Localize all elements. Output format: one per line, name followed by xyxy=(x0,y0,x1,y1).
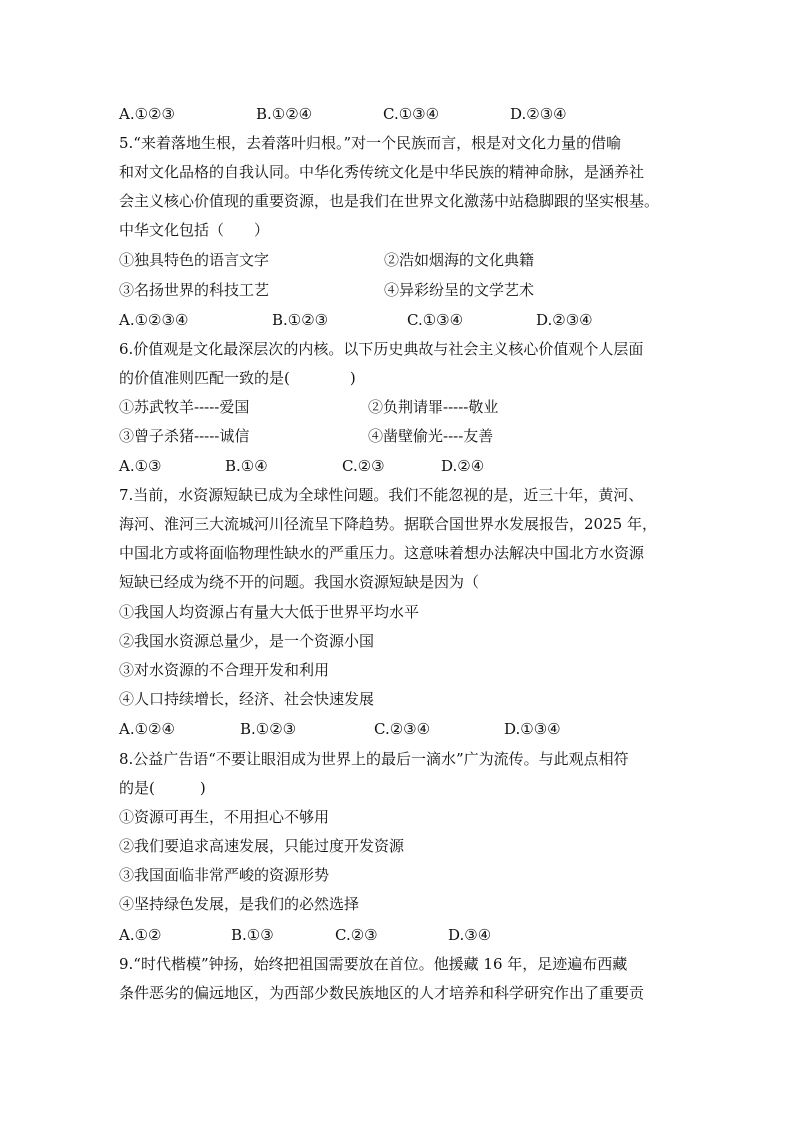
q8-option-b: B.①③ xyxy=(231,926,274,944)
q7-statement-4: ④人口持续增长，经济、社会快速发展 xyxy=(119,690,375,708)
q5-statement-3: ③名扬世界的科技工艺 xyxy=(119,281,270,299)
q5-text-line: 5.“来着落地生根，去着落叶归根。”对一个民族而言，根是对文化力量的借喻 xyxy=(119,134,622,152)
q6-statement-4: ④凿壁偷光----友善 xyxy=(368,427,494,445)
q7-text-line: 中国北方或将面临物理性缺水的严重压力。这意味着想办法解决中国北方水资源 xyxy=(119,544,645,562)
q7-statement-1: ①我国人均资源占有量大大低于世界平均水平 xyxy=(119,603,420,621)
q6-statement-2: ②负荆请罪-----敬业 xyxy=(368,398,499,416)
q6-statement-1: ①苏武牧羊-----爱国 xyxy=(119,398,250,416)
q7-text-line: 7.当前，水资源短缺已成为全球性问题。我们不能忽视的是，近三十年，黄河、 xyxy=(119,486,644,504)
q8-option-a: A.①② xyxy=(119,926,162,944)
q4-option-d: D.②③④ xyxy=(510,105,567,123)
q8-text-line: 的是( ) xyxy=(119,779,206,797)
q7-text-line: 短缺已经成为绕不开的问题。我国水资源短缺是因为（ xyxy=(119,573,480,591)
q5-statement-2: ②浩如烟海的文化典籍 xyxy=(384,251,535,269)
q8-statement-3: ③我国面临非常严峻的资源形势 xyxy=(119,866,330,884)
q6-option-a: A.①③ xyxy=(119,457,162,475)
q5-option-a: A.①②③④ xyxy=(119,311,189,329)
q7-statement-3: ③对水资源的不合理开发和利用 xyxy=(119,661,330,679)
q7-option-d: D.①③④ xyxy=(504,720,561,738)
q8-statement-4: ④坚持绿色发展，是我们的必然选择 xyxy=(119,895,360,913)
q5-text-line: 中华文化包括（ ） xyxy=(119,221,270,239)
q5-statement-4: ④异彩纷呈的文学艺术 xyxy=(384,281,535,299)
q5-option-d: D.②③④ xyxy=(536,311,593,329)
q5-option-b: B.①②③ xyxy=(272,311,329,329)
q6-text-line: 6.价值观是文化最深层次的内核。以下历史典故与社会主义核心价值观个人层面 xyxy=(119,340,644,358)
q8-statement-2: ②我们要追求高速发展，只能过度开发资源 xyxy=(119,837,405,855)
q6-statement-3: ③曾子杀猪-----诚信 xyxy=(119,427,250,445)
q5-statement-1: ①独具特色的语言文字 xyxy=(119,251,270,269)
q8-option-d: D.③④ xyxy=(448,926,492,944)
q7-option-a: A.①②④ xyxy=(119,720,175,738)
q9-text-line: 条件恶劣的偏远地区，为西部少数民族地区的人才培养和科学研究作出了重要贡 xyxy=(119,984,645,1002)
q4-option-b: B.①②④ xyxy=(256,105,313,123)
q4-option-c: C.①③④ xyxy=(383,105,440,123)
q6-option-b: B.①④ xyxy=(225,457,268,475)
q6-text-line: 的价值准则匹配一致的是( ) xyxy=(119,369,356,387)
q9-text-line: 9.“时代楷模”钟扬，始终把祖国需要放在首位。他援藏 16 年，足迹遍布西藏 xyxy=(119,955,628,973)
q6-option-d: D.②④ xyxy=(441,457,485,475)
q7-text-line: 海河、淮河三大流城河川径流呈下降趋势。据联合国世界水发展报告，2025 年， xyxy=(119,515,657,533)
q6-option-c: C.②③ xyxy=(342,457,385,475)
q8-option-c: C.②③ xyxy=(335,926,378,944)
q4-option-a: A.①②③ xyxy=(119,105,175,123)
q5-option-c: C.①③④ xyxy=(407,311,464,329)
q7-option-b: B.①②③ xyxy=(240,720,297,738)
q7-statement-2: ②我国水资源总量少，是一个资源小国 xyxy=(119,632,375,650)
q5-text-line: 和对文化品格的自我认同。中华化秀传统文化是中华民族的精神命脉，是涵养社 xyxy=(119,163,645,181)
q5-text-line: 会主义核心价值现的重要资源，也是我们在世界文化激荡中站稳脚跟的坚实根基。 xyxy=(119,192,660,210)
q8-text-line: 8.公益广告语“不要让眼泪成为世界上的最后一滴水”广为流传。与此观点相符 xyxy=(119,750,629,768)
q8-statement-1: ①资源可再生，不用担心不够用 xyxy=(119,808,330,826)
q7-option-c: C.②③④ xyxy=(374,720,431,738)
